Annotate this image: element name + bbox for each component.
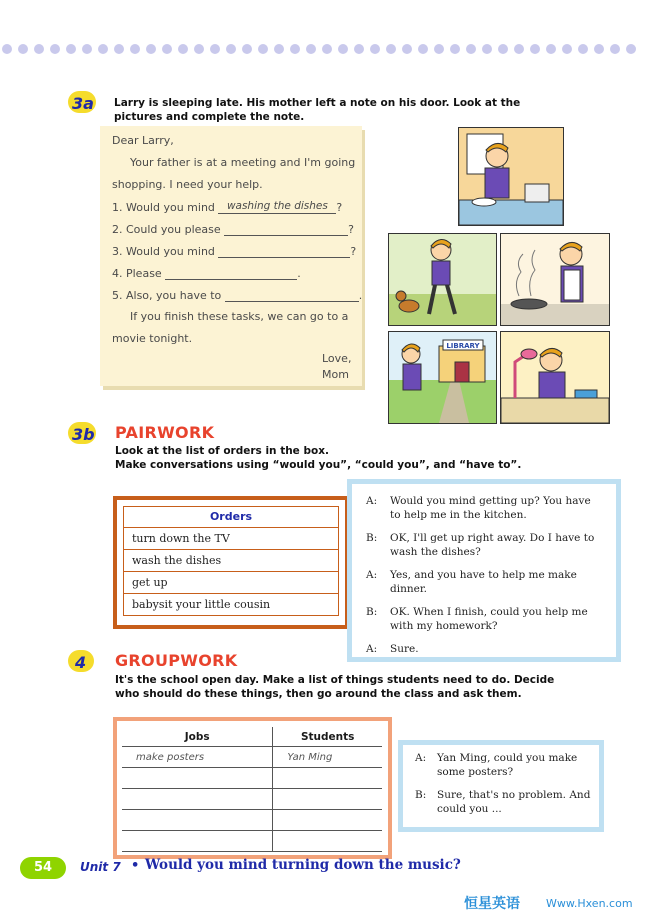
divider-dot <box>322 44 332 54</box>
note-greeting: Dear Larry, <box>112 134 174 147</box>
item-punct: . <box>297 267 301 280</box>
divider-dot <box>450 44 460 54</box>
divider-dot <box>306 44 316 54</box>
orders-item: turn down the TV <box>124 528 338 550</box>
divider-dot <box>242 44 252 54</box>
divider-dot <box>466 44 476 54</box>
note-item-5 <box>112 288 362 302</box>
table-header-row <box>122 727 382 747</box>
dialogue-text: Would you mind getting up? You have to help me in the kitchen. <box>390 495 591 521</box>
note-line: If you finish these tasks, we can go to a <box>130 310 349 323</box>
exercise-3b-instructions <box>115 444 521 472</box>
divider-dot <box>82 44 92 54</box>
job-cell[interactable]: make posters <box>122 747 273 768</box>
orders-list <box>123 506 339 616</box>
divider-dot <box>66 44 76 54</box>
note-signer: Mom <box>322 368 349 381</box>
divider-dot <box>370 44 380 54</box>
exercise-4-instructions <box>115 673 554 701</box>
divider-dot <box>162 44 172 54</box>
speaker-label: B: <box>415 789 427 801</box>
table-row <box>122 831 382 852</box>
jobs-table <box>122 727 382 852</box>
picture-cooking <box>500 233 610 326</box>
picture-homework <box>500 331 610 424</box>
divider-dot <box>226 44 236 54</box>
speaker-label: A: <box>415 752 427 764</box>
student-cell[interactable]: Yan Ming <box>273 747 382 768</box>
note-item-3 <box>112 244 356 258</box>
note-item-4 <box>112 266 301 280</box>
picture-washing-dishes <box>458 127 564 226</box>
student-cell[interactable] <box>273 810 382 831</box>
divider-dot <box>434 44 444 54</box>
item-punct: . <box>358 289 363 302</box>
watermark-url: Www.Hxen.com <box>546 897 633 910</box>
instruction-line-2: pictures and complete the note. <box>114 111 305 123</box>
instruction-line-2: who should do these things, then go around the class and ask them. <box>115 688 522 700</box>
answer-blank-3[interactable] <box>218 244 350 258</box>
library-sign: LIBRARY <box>446 342 480 350</box>
bullet-separator: • <box>131 858 140 873</box>
pairwork-heading: PAIRWORK <box>115 423 215 442</box>
job-cell[interactable] <box>122 768 273 789</box>
item-text: 4. Please <box>112 267 162 280</box>
walk-dog-illustration <box>389 234 496 325</box>
divider-dot <box>178 44 188 54</box>
orders-box <box>113 496 349 629</box>
item-punct: ? <box>350 245 357 258</box>
divider-dot <box>562 44 572 54</box>
dishes-illustration <box>459 128 563 225</box>
divider-dot <box>194 44 204 54</box>
divider-dot <box>530 44 540 54</box>
divider-dot <box>626 44 636 54</box>
instruction-line-1: Larry is sleeping late. His mother left a note on his door. Look at the <box>114 97 521 109</box>
unit-title: Would you mind turning down the music? <box>145 857 461 873</box>
answer-blank-5[interactable] <box>225 288 359 302</box>
divider-dot <box>50 44 60 54</box>
divider-dot <box>386 44 396 54</box>
speaker-label: A: <box>366 569 378 581</box>
table-row <box>122 789 382 810</box>
job-cell[interactable] <box>122 810 273 831</box>
speaker-label: B: <box>366 532 378 544</box>
exercise-3a-instructions <box>114 96 520 124</box>
divider-dot <box>290 44 300 54</box>
picture-library <box>388 331 497 424</box>
divider-dot <box>130 44 140 54</box>
orders-item: wash the dishes <box>124 550 338 572</box>
job-cell[interactable] <box>122 789 273 810</box>
watermark-logo: 恒星英语 <box>464 896 520 912</box>
item-text: 2. Could you please <box>112 223 221 236</box>
item-punct: ? <box>336 201 343 214</box>
dialogue-text: OK, I'll get up right away. Do I have to wash the dishes? <box>390 532 595 558</box>
exercise-3b-badge: 3b <box>72 425 95 444</box>
divider-dot <box>498 44 508 54</box>
dotted-divider <box>0 44 650 58</box>
note-item-1 <box>112 200 342 214</box>
answer-blank-2[interactable] <box>224 222 348 236</box>
jobs-table-box <box>113 717 392 859</box>
page-number-badge: 54 <box>20 857 66 879</box>
divider-dot <box>546 44 556 54</box>
item-text: 1. Would you mind <box>112 201 215 214</box>
pairwork-dialogue <box>347 479 621 662</box>
dialogue-text: Sure. <box>390 643 419 655</box>
divider-dot <box>402 44 412 54</box>
table-row <box>122 810 382 831</box>
table-row <box>122 768 382 789</box>
exercise-4-badge: 4 <box>75 653 86 672</box>
student-cell[interactable] <box>273 768 382 789</box>
answer-blank-1[interactable]: washing the dishes <box>218 200 336 214</box>
job-cell[interactable] <box>122 831 273 852</box>
divider-dot <box>418 44 428 54</box>
student-cell[interactable] <box>273 831 382 852</box>
instruction-line-1: It's the school open day. Make a list of things students need to do. Decide <box>115 674 555 686</box>
library-illustration <box>389 332 496 423</box>
speaker-label: B: <box>366 606 378 618</box>
speaker-label: A: <box>366 643 378 655</box>
answer-blank-4[interactable] <box>165 266 297 280</box>
note-signoff: Love, <box>322 352 352 365</box>
column-header-jobs: Jobs <box>122 727 273 747</box>
instruction-line-2: Make conversations using “would you”, “could you”, and “have to”. <box>115 459 522 471</box>
divider-dot <box>482 44 492 54</box>
column-header-students: Students <box>273 727 382 747</box>
divider-dot <box>514 44 524 54</box>
divider-dot <box>594 44 604 54</box>
table-row <box>122 747 382 768</box>
note-line: movie tonight. <box>112 332 193 345</box>
divider-dot <box>98 44 108 54</box>
divider-dot <box>34 44 44 54</box>
speaker-label: A: <box>366 495 378 507</box>
orders-item: babysit your little cousin <box>132 598 271 611</box>
groupwork-dialogue <box>398 740 604 832</box>
divider-dot <box>338 44 348 54</box>
divider-dot <box>210 44 220 54</box>
divider-dot <box>610 44 620 54</box>
divider-dot <box>2 44 12 54</box>
picture-walking-dog <box>388 233 497 326</box>
divider-dot <box>18 44 28 54</box>
divider-dot <box>146 44 156 54</box>
dialogue-text: Yan Ming, could you make some posters? <box>437 752 578 778</box>
groupwork-heading: GROUPWORK <box>115 651 238 670</box>
item-punct: ? <box>348 223 355 236</box>
note-item-2 <box>112 222 354 236</box>
divider-dot <box>578 44 588 54</box>
homework-illustration <box>501 332 609 423</box>
student-cell[interactable] <box>273 789 382 810</box>
instruction-line-1: Look at the list of orders in the box. <box>115 445 329 457</box>
dialogue-text: Sure, that's no problem. And could you ... <box>437 789 591 815</box>
item-text: 3. Would you mind <box>112 245 215 258</box>
dialogue-text: OK. When I finish, could you help me with my homework? <box>390 606 588 632</box>
cooking-illustration <box>501 234 609 325</box>
dialogue-text: Yes, and you have to help me make dinner. <box>390 569 577 595</box>
note-line: shopping. I need your help. <box>112 178 263 191</box>
unit-label: Unit 7 <box>80 860 121 874</box>
divider-dot <box>114 44 124 54</box>
note-card <box>100 126 362 386</box>
item-text: 5. Also, you have to <box>112 289 222 302</box>
divider-dot <box>274 44 284 54</box>
exercise-3a-badge: 3a <box>72 94 94 113</box>
divider-dot <box>354 44 364 54</box>
divider-dot <box>258 44 268 54</box>
orders-title: Orders <box>124 507 338 528</box>
note-line: Your father is at a meeting and I'm going <box>130 156 356 169</box>
orders-item: get up <box>124 572 338 594</box>
